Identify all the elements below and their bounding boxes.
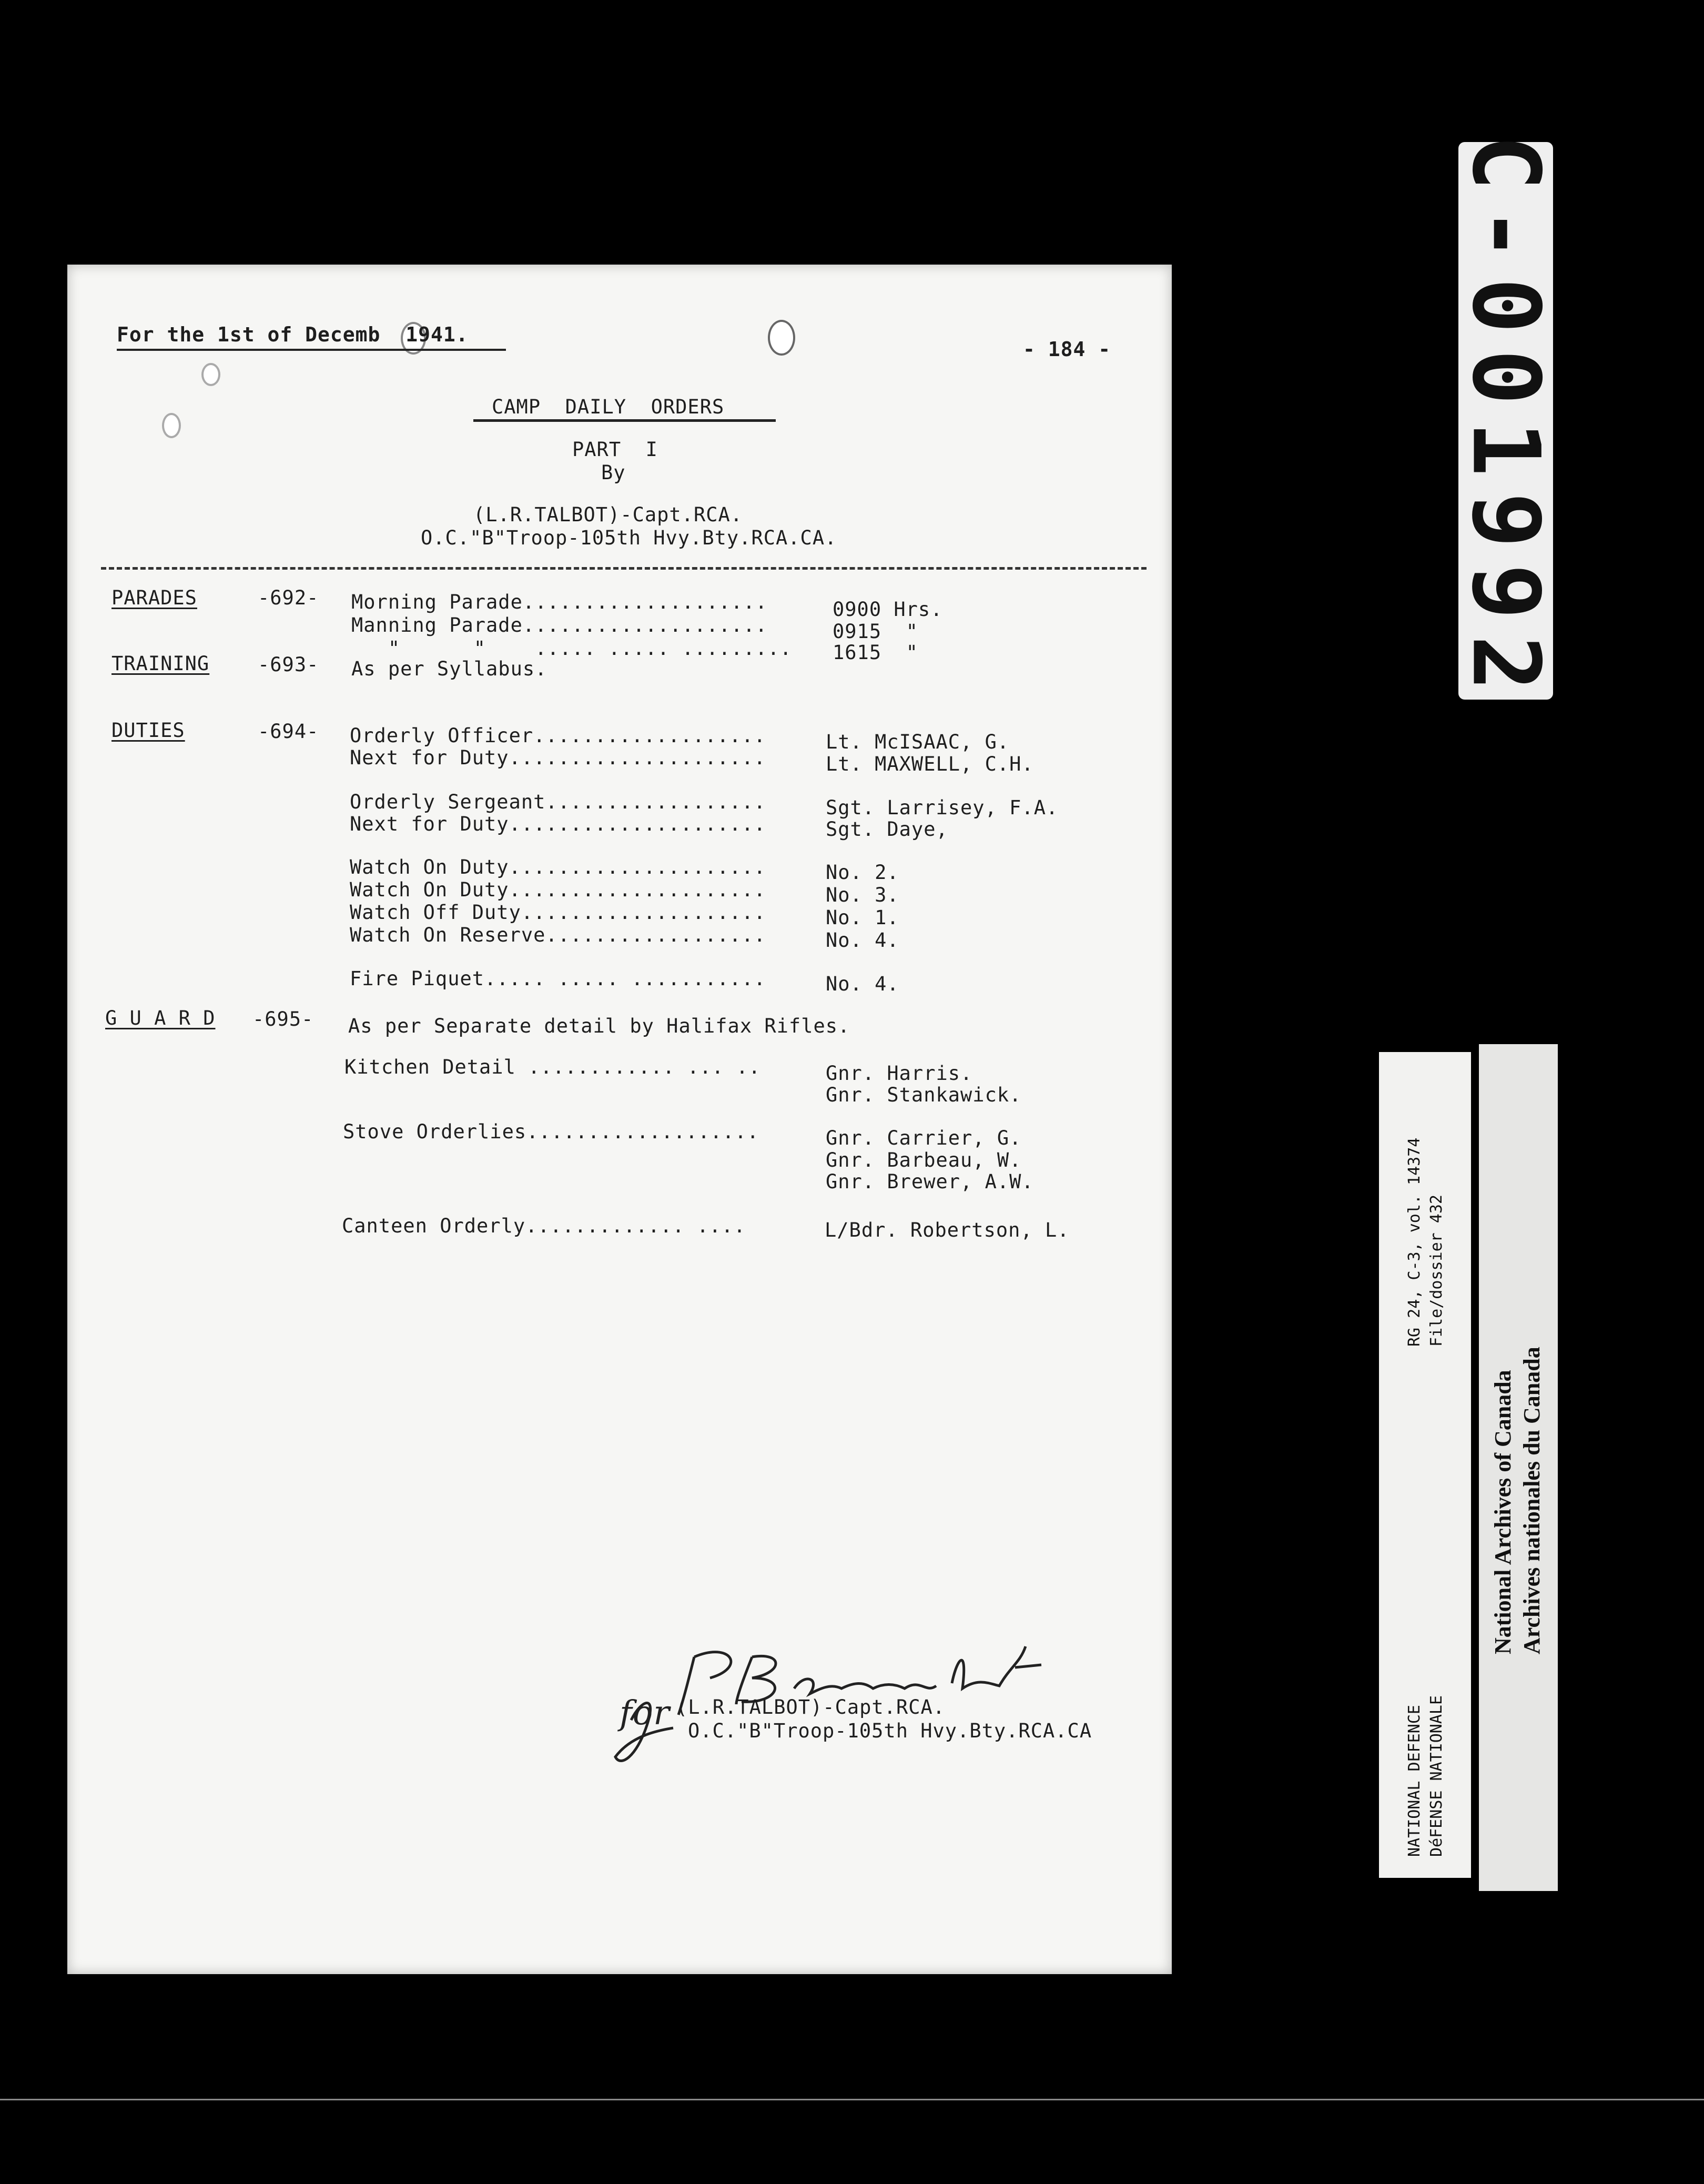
title-underline bbox=[473, 419, 776, 422]
duties-number: -694- bbox=[258, 720, 319, 743]
part-heading: PART I bbox=[572, 438, 658, 461]
canteen-label: Canteen Orderly............. .... bbox=[342, 1215, 746, 1237]
duty-label: Watch On Duty..................... bbox=[350, 878, 766, 901]
duty-label: Orderly Officer................... bbox=[350, 724, 766, 747]
parades-number: -692- bbox=[258, 587, 319, 609]
signature-text bbox=[699, 1641, 916, 1664]
duty-label: Watch Off Duty.................... bbox=[350, 901, 766, 924]
duty-value: Sgt. Daye, bbox=[826, 818, 948, 841]
national-archives-label bbox=[1479, 1044, 1558, 1891]
department-en: NATIONAL DEFENCE bbox=[1405, 1705, 1424, 1857]
archives-name-fr: Archives nationales du Canada bbox=[1519, 1347, 1545, 1654]
duty-label: Orderly Sergeant.................. bbox=[350, 791, 766, 813]
canteen-value: L/Bdr. Robertson, L. bbox=[825, 1219, 1070, 1241]
duty-value: No. 2. bbox=[826, 861, 899, 884]
duty-value: No. 4. bbox=[826, 929, 899, 952]
signature-unit: O.C."B"Troop-105th Hvy.Bty.RCA.CA bbox=[688, 1720, 1092, 1742]
duty-value: Lt. MAXWELL, C.H. bbox=[826, 753, 1034, 775]
duties-heading: DUTIES bbox=[111, 719, 185, 742]
stove-value: Gnr. Barbeau, W. bbox=[826, 1149, 1022, 1171]
parade-value: 0915 " bbox=[833, 620, 918, 643]
stove-value: Gnr. Carrier, G. bbox=[826, 1127, 1022, 1149]
parade-value: 1615 " bbox=[833, 641, 918, 664]
dashed-separator bbox=[101, 567, 1147, 570]
guard-text: As per Separate detail by Halifax Rifles. bbox=[348, 1015, 850, 1037]
part-by: By bbox=[601, 461, 626, 484]
kitchen-value: Gnr. Harris. bbox=[826, 1062, 973, 1085]
duty-label: Watch On Reserve.................. bbox=[350, 924, 766, 946]
reference-line: RG 24, C-3, vol. 14374 bbox=[1405, 1137, 1424, 1347]
duty-label: Fire Piquet..... ..... ........... bbox=[350, 967, 766, 990]
document-title: CAMP DAILY ORDERS bbox=[492, 396, 725, 418]
parade-label: Manning Parade.................... bbox=[351, 614, 768, 636]
duty-value: No. 4. bbox=[826, 973, 899, 995]
duty-label: Watch On Duty..................... bbox=[350, 856, 766, 878]
guard-number: -695- bbox=[252, 1008, 314, 1030]
signature-name: (L.R.TALBOT)-Capt.RCA. bbox=[676, 1696, 946, 1718]
unit: O.C."B"Troop-105th Hvy.Bty.RCA.CA. bbox=[421, 527, 837, 549]
punch-hole bbox=[162, 413, 181, 438]
duty-value: No. 1. bbox=[826, 906, 899, 929]
stove-label: Stove Orderlies................... bbox=[343, 1120, 759, 1143]
training-text: As per Syllabus. bbox=[351, 658, 547, 680]
parades-heading: PARADES bbox=[111, 587, 197, 609]
frame-number: C-001992 bbox=[1452, 135, 1560, 707]
frame-number-strip bbox=[1452, 135, 1560, 707]
punch-hole bbox=[768, 320, 795, 356]
parade-value: 0900 Hrs. bbox=[833, 598, 943, 621]
reference-line: File/dossier 432 bbox=[1427, 1195, 1446, 1347]
parade-label: " " ..... ..... ......... bbox=[351, 637, 792, 660]
punch-hole bbox=[201, 363, 220, 386]
training-heading: TRAINING bbox=[111, 652, 210, 675]
guard-heading: G U A R D bbox=[105, 1007, 216, 1029]
signature-for: for bbox=[620, 1694, 670, 1733]
duty-label: Next for Duty..................... bbox=[350, 813, 766, 835]
duty-label: Next for Duty..................... bbox=[350, 746, 766, 769]
parade-label: Morning Parade.................... bbox=[351, 591, 768, 613]
kitchen-label: Kitchen Detail ............ ... .. bbox=[344, 1056, 761, 1078]
bottom-rule bbox=[0, 2099, 1704, 2100]
issuer: (L.R.TALBOT)-Capt.RCA. bbox=[473, 503, 743, 526]
duty-value: Sgt. Larrisey, F.A. bbox=[826, 796, 1059, 819]
duty-value: Lt. McISAAC, G. bbox=[826, 731, 1010, 753]
training-number: -693- bbox=[258, 653, 319, 676]
department-fr: DéFENSE NATIONALE bbox=[1427, 1695, 1446, 1857]
page-number: - 184 - bbox=[1023, 338, 1111, 361]
date-underline bbox=[117, 349, 506, 351]
archive-reference-label bbox=[1379, 1052, 1471, 1878]
stove-value: Gnr. Brewer, A.W. bbox=[826, 1170, 1034, 1193]
archives-name-en: National Archives of Canada bbox=[1490, 1370, 1516, 1654]
document-date: For the 1st of Decemb 1941. bbox=[117, 323, 469, 346]
kitchen-value: Gnr. Stankawick. bbox=[826, 1084, 1022, 1106]
duty-value: No. 3. bbox=[826, 884, 899, 906]
